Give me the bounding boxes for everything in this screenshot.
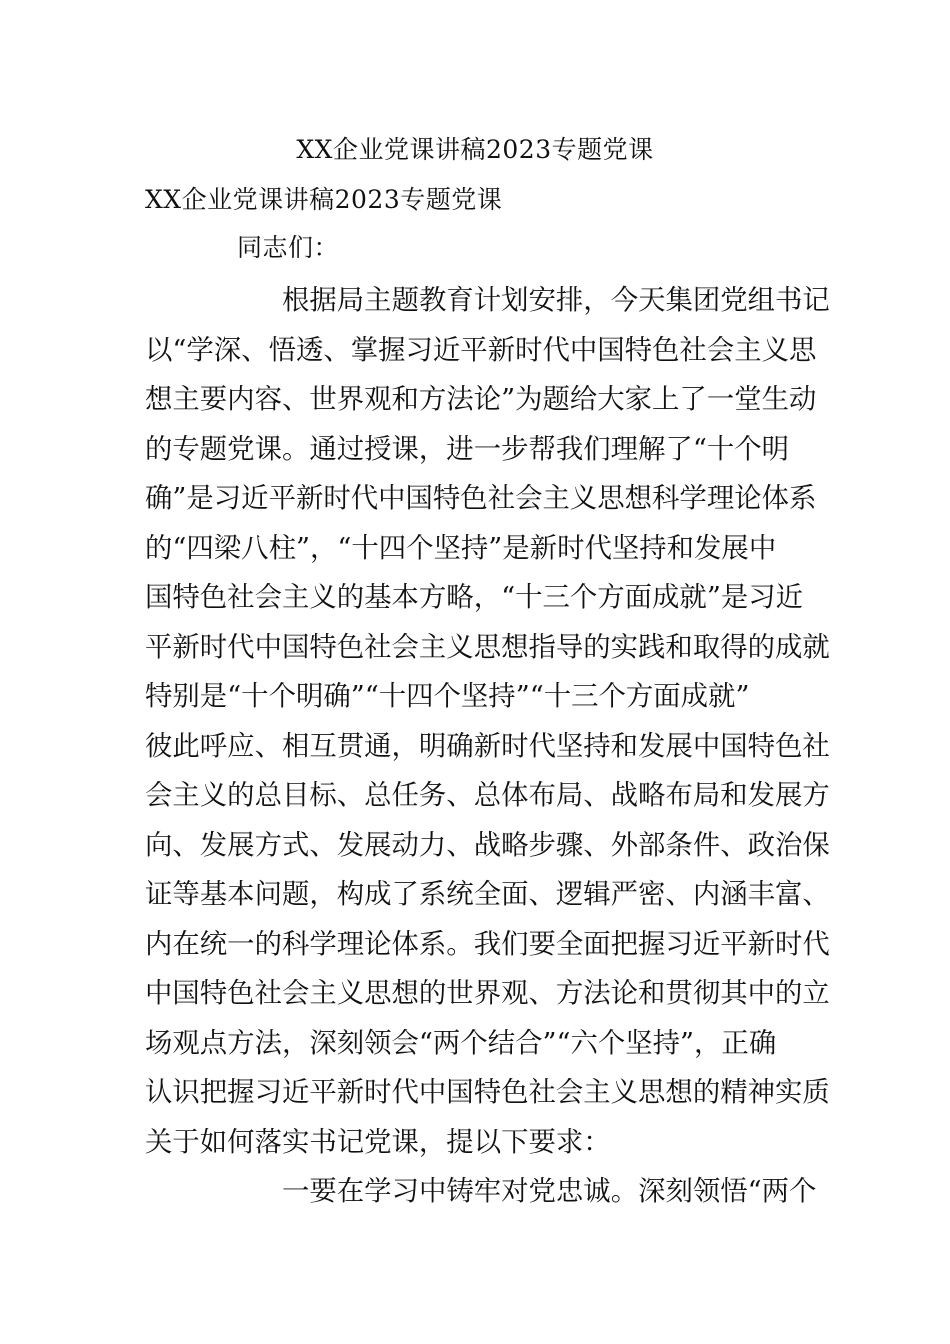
document-title: XX企业党课讲稿2023专题党课: [296, 135, 654, 164]
paragraph-line: 证等基本问题，构成了系统全面、逻辑严密、内涵丰富、: [145, 879, 830, 910]
paragraph-line: 一要在学习中铸牢对党忠诚。深刻领悟“两个: [282, 1176, 817, 1207]
greeting-line: 同志们：: [237, 233, 340, 262]
paragraph-line: 平新时代中国特色社会主义思想指导的实践和取得的成就: [145, 631, 830, 663]
body-text: [145, 281, 830, 1222]
paragraph-line: 根据局主题教育计划安排，今天集团党组书记: [282, 285, 830, 316]
paragraph-line: 内在统一的科学理论体系。我们要全面把握习近平新时代: [145, 928, 830, 960]
paragraph-line: 会主义的总目标、总任务、总体布局、战略布局和发展方: [145, 780, 830, 811]
document-subtitle: XX企业党课讲稿2023专题党课: [145, 185, 503, 214]
paragraph-line: 特别是“十个明确”“十四个坚持”“十三个方面成就”: [145, 681, 750, 712]
paragraph-line: 认识把握习近平新时代中国特色社会主义思想的精神实质: [145, 1077, 830, 1108]
paragraph-line: 想主要内容、世界观和方法论”为题给大家上了一堂生动: [145, 384, 817, 415]
paragraph-line: 国特色社会主义的基本方略，“十三个方面成就”是习近: [145, 582, 803, 613]
paragraph-line: 向、发展方式、发展动力、战略步骤、外部条件、政治保: [145, 829, 830, 861]
paragraph-line: 的专题党课。通过授课，进一步帮我们理解了“十个明: [145, 433, 789, 465]
paragraph-line: 场观点方法，深刻领会“两个结合”“六个坚持”，正确: [145, 1027, 777, 1059]
paragraph-line: 彼此呼应、相互贯通，明确新时代坚持和发展中国特色社: [145, 730, 830, 762]
paragraph-line: 中国特色社会主义思想的世界观、方法论和贯彻其中的立: [145, 978, 830, 1009]
paragraph-line: 关于如何落实书记党课，提以下要求：: [145, 1126, 611, 1158]
paragraph-line: 的“四梁八柱”，“十四个坚持”是新时代坚持和发展中: [145, 532, 777, 564]
paragraph-line: 确”是习近平新时代中国特色社会主义思想科学理论体系: [145, 483, 817, 514]
paragraph-line: 以“学深、悟透、掌握习近平新时代中国特色社会主义思: [145, 334, 817, 366]
